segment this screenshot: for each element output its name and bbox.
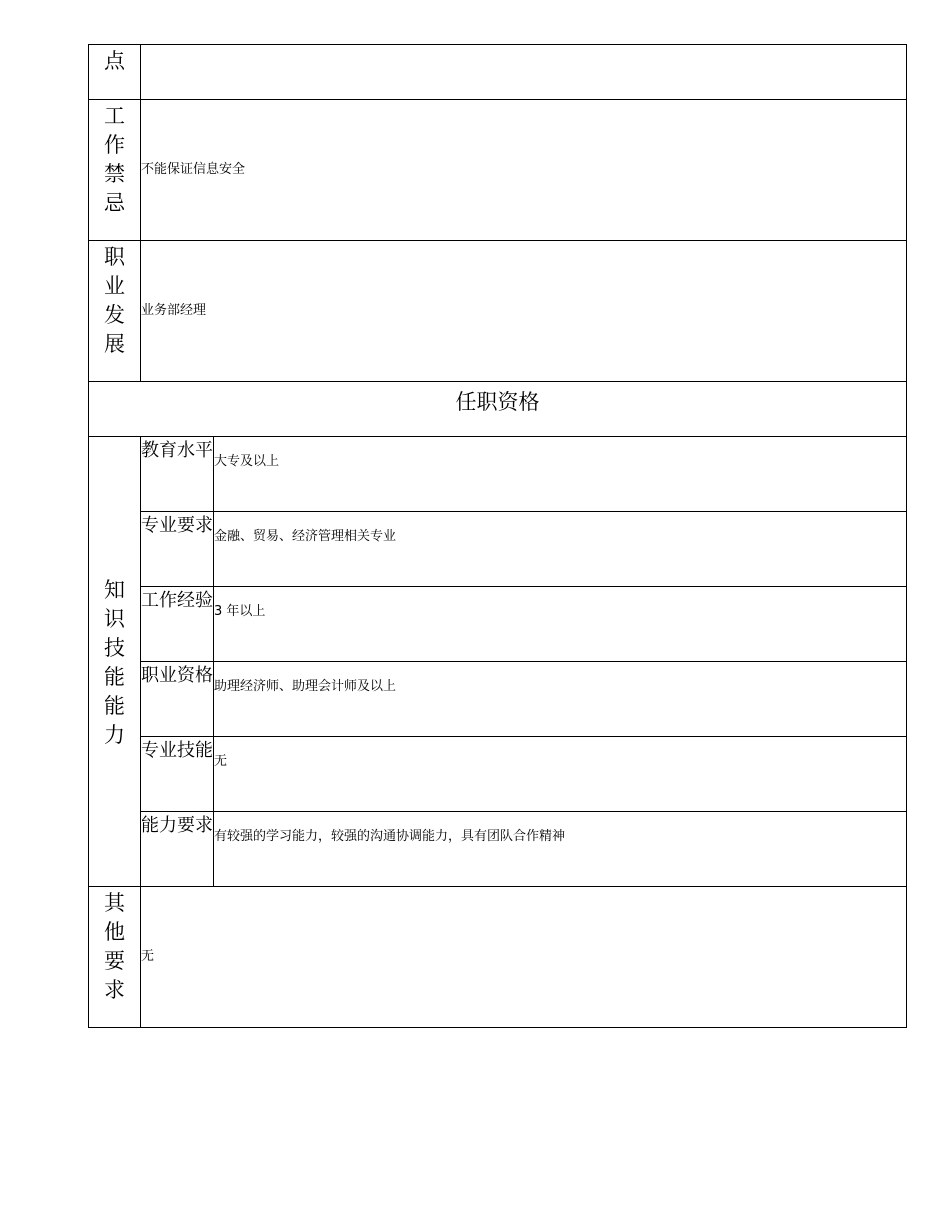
ability-value: 有较强的学习能力，较强的沟通协调能力，具有团队合作精神 bbox=[214, 812, 907, 887]
major-label: 专业要求 bbox=[141, 512, 214, 587]
professional-skill-label: 专业技能 bbox=[141, 737, 214, 812]
qualification-row bbox=[89, 512, 907, 587]
qualifications-title: 任职资格 bbox=[89, 382, 907, 437]
qualification-row bbox=[89, 662, 907, 737]
points-label: 点 bbox=[89, 45, 141, 100]
experience-label: 工作经验 bbox=[141, 587, 214, 662]
other-row bbox=[89, 887, 907, 1028]
qualification-row bbox=[89, 437, 907, 512]
certification-value: 助理经济师、助理会计师及以上 bbox=[214, 662, 907, 737]
certification-label: 职业资格 bbox=[141, 662, 214, 737]
taboo-value: 不能保证信息安全 bbox=[141, 100, 907, 241]
career-row bbox=[89, 241, 907, 382]
other-label: 其 他 要 求 bbox=[89, 887, 141, 1028]
career-value: 业务部经理 bbox=[141, 241, 907, 382]
experience-value: 3 年以上 bbox=[214, 587, 907, 662]
qualification-row bbox=[89, 812, 907, 887]
qualification-row bbox=[89, 737, 907, 812]
major-value: 金融、贸易、经济管理相关专业 bbox=[214, 512, 907, 587]
skills-group-label: 知 识 技 能 能 力 bbox=[89, 437, 141, 887]
ability-label: 能力要求 bbox=[141, 812, 214, 887]
points-value bbox=[141, 45, 907, 100]
professional-skill-value: 无 bbox=[214, 737, 907, 812]
taboo-label: 工 作 禁 忌 bbox=[89, 100, 141, 241]
qualifications-header-row bbox=[89, 382, 907, 437]
other-value: 无 bbox=[141, 887, 907, 1028]
points-row bbox=[89, 45, 907, 100]
taboo-row bbox=[89, 100, 907, 241]
qualification-row bbox=[89, 587, 907, 662]
career-label: 职 业 发 展 bbox=[89, 241, 141, 382]
job-description-table bbox=[88, 44, 907, 1028]
education-value: 大专及以上 bbox=[214, 437, 907, 512]
education-label: 教育水平 bbox=[141, 437, 214, 512]
